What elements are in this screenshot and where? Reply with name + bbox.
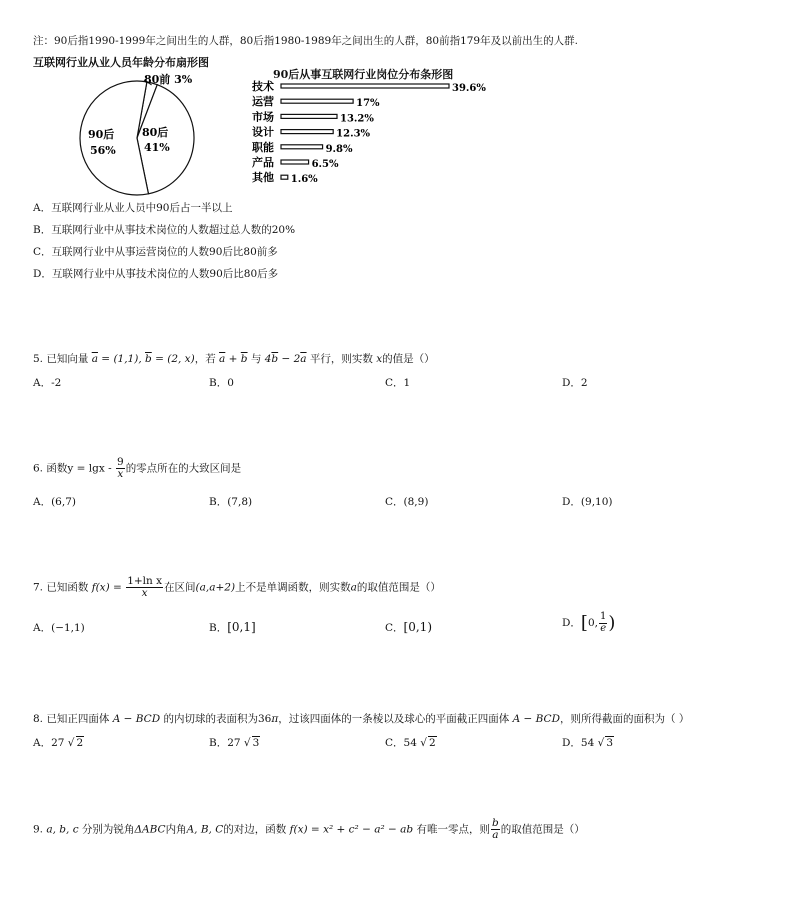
- q8-option-c-radicand: 2: [428, 737, 436, 749]
- q5-vectors: $\overline{a} = (1,1)$, $\overline{b} = (2$, x): [91, 353, 195, 365]
- q7-option-a-value: (−1,1): [51, 622, 85, 634]
- q9-function: f(x) = x² + c² − a² − ab: [289, 823, 414, 836]
- q7-end: 的取值范围是（）: [356, 581, 441, 594]
- q6-option-d[interactable]: D．(9,10): [562, 496, 613, 508]
- q5-option-a[interactable]: A．-2: [33, 377, 62, 389]
- bar-rect: [281, 130, 333, 134]
- bar-value-label: 9.8%: [325, 143, 353, 155]
- q7-mid: 在区间: [164, 581, 196, 594]
- q4-option-c[interactable]: C．互联网行业中从事运营岗位的人数90后比80前多: [33, 246, 278, 258]
- q8-option-a-coef: 27: [51, 737, 65, 749]
- q7-frac-num: 1+ln x: [127, 575, 163, 587]
- q7-option-a-label: A．: [33, 622, 52, 634]
- q7-option-b[interactable]: [209, 620, 256, 635]
- q5-option-c[interactable]: C．1: [385, 377, 411, 389]
- q5-end: 的值是（）: [382, 353, 435, 365]
- pie-label-80hou: 80后: [142, 126, 169, 139]
- q8-option-b-label: B．: [209, 737, 228, 749]
- bar-rect: [281, 160, 309, 164]
- bar-category-label: 市场: [252, 110, 274, 124]
- q8-pi: π: [271, 713, 279, 725]
- q7-func-name: f(x) =: [91, 581, 122, 594]
- q9-vars: a, b, c: [46, 823, 79, 836]
- q9-suffix: 的取值范围是（）: [500, 823, 585, 836]
- note-text: 注：90后指1990-1999年之间出生的人群，80后指1980-1989年之间出生的人群，80前指179年及以前出生的人群.: [33, 35, 578, 47]
- q7-var: a: [350, 581, 357, 594]
- bar-category-label: 设计: [252, 125, 274, 139]
- q7-option-c-value: [0,1): [403, 620, 432, 634]
- q7-option-b-label: B．: [209, 622, 228, 634]
- bar-value-label: 39.6%: [452, 83, 486, 94]
- q9-mid4: 有唯一零点，则: [416, 823, 491, 836]
- bar-value-label: 12.3%: [336, 128, 371, 140]
- q7-interval: (a,a+2): [195, 581, 236, 594]
- q6-option-b[interactable]: B．(7,8): [209, 496, 253, 508]
- q6-frac-num: 9: [117, 456, 124, 468]
- q8-mid2: ，过该四面体的一条棱以及球心的平面截正四面体: [278, 713, 510, 725]
- q4-option-b[interactable]: B．互联网行业中从事技术岗位的人数超过总人数的20%: [33, 224, 296, 236]
- q5-mid: ，若: [194, 353, 216, 365]
- q5-stem: [33, 351, 435, 366]
- bar-rect: [281, 84, 449, 88]
- q7-option-b-value: [0,1]: [227, 620, 256, 634]
- q5-and: 与: [250, 353, 262, 365]
- q6-suffix: 的零点所在的大致区间是: [125, 462, 242, 475]
- bar-category-label: 其他: [252, 171, 274, 185]
- pie-value-90hou: 56%: [90, 144, 116, 157]
- q6-prefix: 6. 函数y = lgx -: [33, 462, 112, 475]
- q8-option-b[interactable]: B．27 √ 3: [209, 737, 260, 749]
- bar-chart-title: 90后从事互联网行业岗位分布条形图: [273, 68, 454, 81]
- q8-solid: A − BCD: [112, 713, 161, 725]
- q8-option-c-coef: 54: [403, 737, 417, 749]
- bar-category-label: 技术: [252, 80, 274, 93]
- bar-value-label: 13.2%: [340, 113, 374, 125]
- bar-category-label: 产品: [252, 156, 274, 169]
- q8-option-a[interactable]: A．27 √ 2: [33, 737, 84, 749]
- bar-rect: [281, 145, 323, 149]
- q8-option-d[interactable]: D．54 √ 3: [562, 737, 614, 749]
- q8-mid: 的内切球的表面积为36: [163, 713, 272, 725]
- q8-option-d-label: D．: [562, 737, 581, 749]
- q7-option-d-label: D．: [562, 617, 581, 629]
- q5-expr2: $4\overline{b} - 2\overline{a}$: [264, 353, 307, 365]
- q7-fraction: [126, 576, 163, 599]
- q9-mid3: 的对边，函数: [223, 823, 287, 836]
- q8-solid-2: A − BCD: [512, 713, 561, 725]
- q4-option-d[interactable]: D．互联网行业中从事技术岗位的人数90后比80后多: [33, 268, 279, 280]
- q4-option-a[interactable]: A．互联网行业从业人员中90后占一半以上: [33, 202, 233, 214]
- bar-rect: [281, 175, 288, 179]
- q8-prefix: 8. 已知正四面体: [33, 713, 110, 725]
- q8-option-d-radicand: 3: [606, 737, 614, 749]
- q6-fraction: [116, 457, 125, 480]
- bar-chart: [250, 78, 500, 188]
- q8-suffix: ，则所得截面的面积为（ ）: [560, 713, 690, 725]
- q7-suffix: 上不是单调函数，则实数: [235, 581, 351, 594]
- q9-frac-den: a: [492, 829, 499, 842]
- q5-var: x: [376, 353, 383, 365]
- pie-value-80hou: 41%: [144, 141, 170, 154]
- bar-rect: [281, 99, 353, 103]
- q6-frac-den: x: [117, 468, 124, 481]
- q8-option-b-radicand: 3: [252, 737, 260, 749]
- q9-stem: [33, 818, 585, 841]
- bar-value-label: 1.6%: [290, 174, 318, 186]
- q7-option-c-label: C．: [385, 622, 404, 634]
- q5-expr1: $\overline{a} + \overline{b}$: [219, 353, 248, 365]
- pie-chart: [70, 68, 220, 198]
- bar-category-label: 运营: [252, 95, 274, 109]
- q9-angles: A, B, C: [186, 823, 224, 836]
- q8-stem: [33, 711, 689, 726]
- pie-chart-title: 互联网行业从业人员年龄分布扇形图: [33, 56, 209, 69]
- q9-fraction: [491, 818, 500, 841]
- q5-option-b[interactable]: B．0: [209, 377, 234, 389]
- q8-option-b-coef: 27: [227, 737, 241, 749]
- q9-mid: 分别为锐角: [81, 823, 135, 836]
- q9-frac-num: b: [492, 817, 499, 829]
- q5-prefix: 5. 已知向量: [33, 353, 89, 365]
- q7-option-d-fraction: $\frac{1}{e}$: [599, 611, 607, 634]
- bar-rect: [281, 114, 337, 118]
- bar-series: [251, 79, 486, 185]
- q7-option-c[interactable]: [385, 620, 432, 635]
- q9-prefix: 9.: [33, 823, 44, 836]
- q8-option-c-label: C．: [385, 737, 404, 749]
- q7-option-a[interactable]: [33, 620, 85, 635]
- q8-option-a-radicand: 2: [76, 737, 84, 749]
- q7-prefix: 7. 已知函数: [33, 581, 89, 594]
- q6-option-c[interactable]: C．(8,9): [385, 496, 429, 508]
- q7-option-d[interactable]: D．[0, $\frac{1}{e}$ ): [562, 611, 616, 634]
- pie-label-90hou: 90后: [88, 128, 115, 141]
- q8-option-a-label: A．: [33, 737, 52, 749]
- bar-value-label: 6.5%: [311, 159, 339, 170]
- pie-label-80pre: 80前 3%: [144, 73, 193, 86]
- q8-option-d-coef: 54: [580, 737, 595, 749]
- q9-triangle: ΔABC: [134, 823, 166, 836]
- q6-stem: [33, 457, 241, 480]
- q5-option-d[interactable]: D．2: [562, 377, 588, 389]
- q9-mid2: 内角: [165, 823, 187, 836]
- q7-stem: [33, 576, 441, 599]
- bar-category-label: 职能: [252, 140, 274, 154]
- q6-option-a[interactable]: A．(6,7): [33, 496, 76, 508]
- q8-option-c[interactable]: C．54 √ 2: [385, 737, 436, 749]
- bar-value-label: 17%: [356, 98, 380, 110]
- q5-suffix: 平行，则实数: [309, 353, 373, 365]
- q7-frac-den: x: [141, 587, 148, 600]
